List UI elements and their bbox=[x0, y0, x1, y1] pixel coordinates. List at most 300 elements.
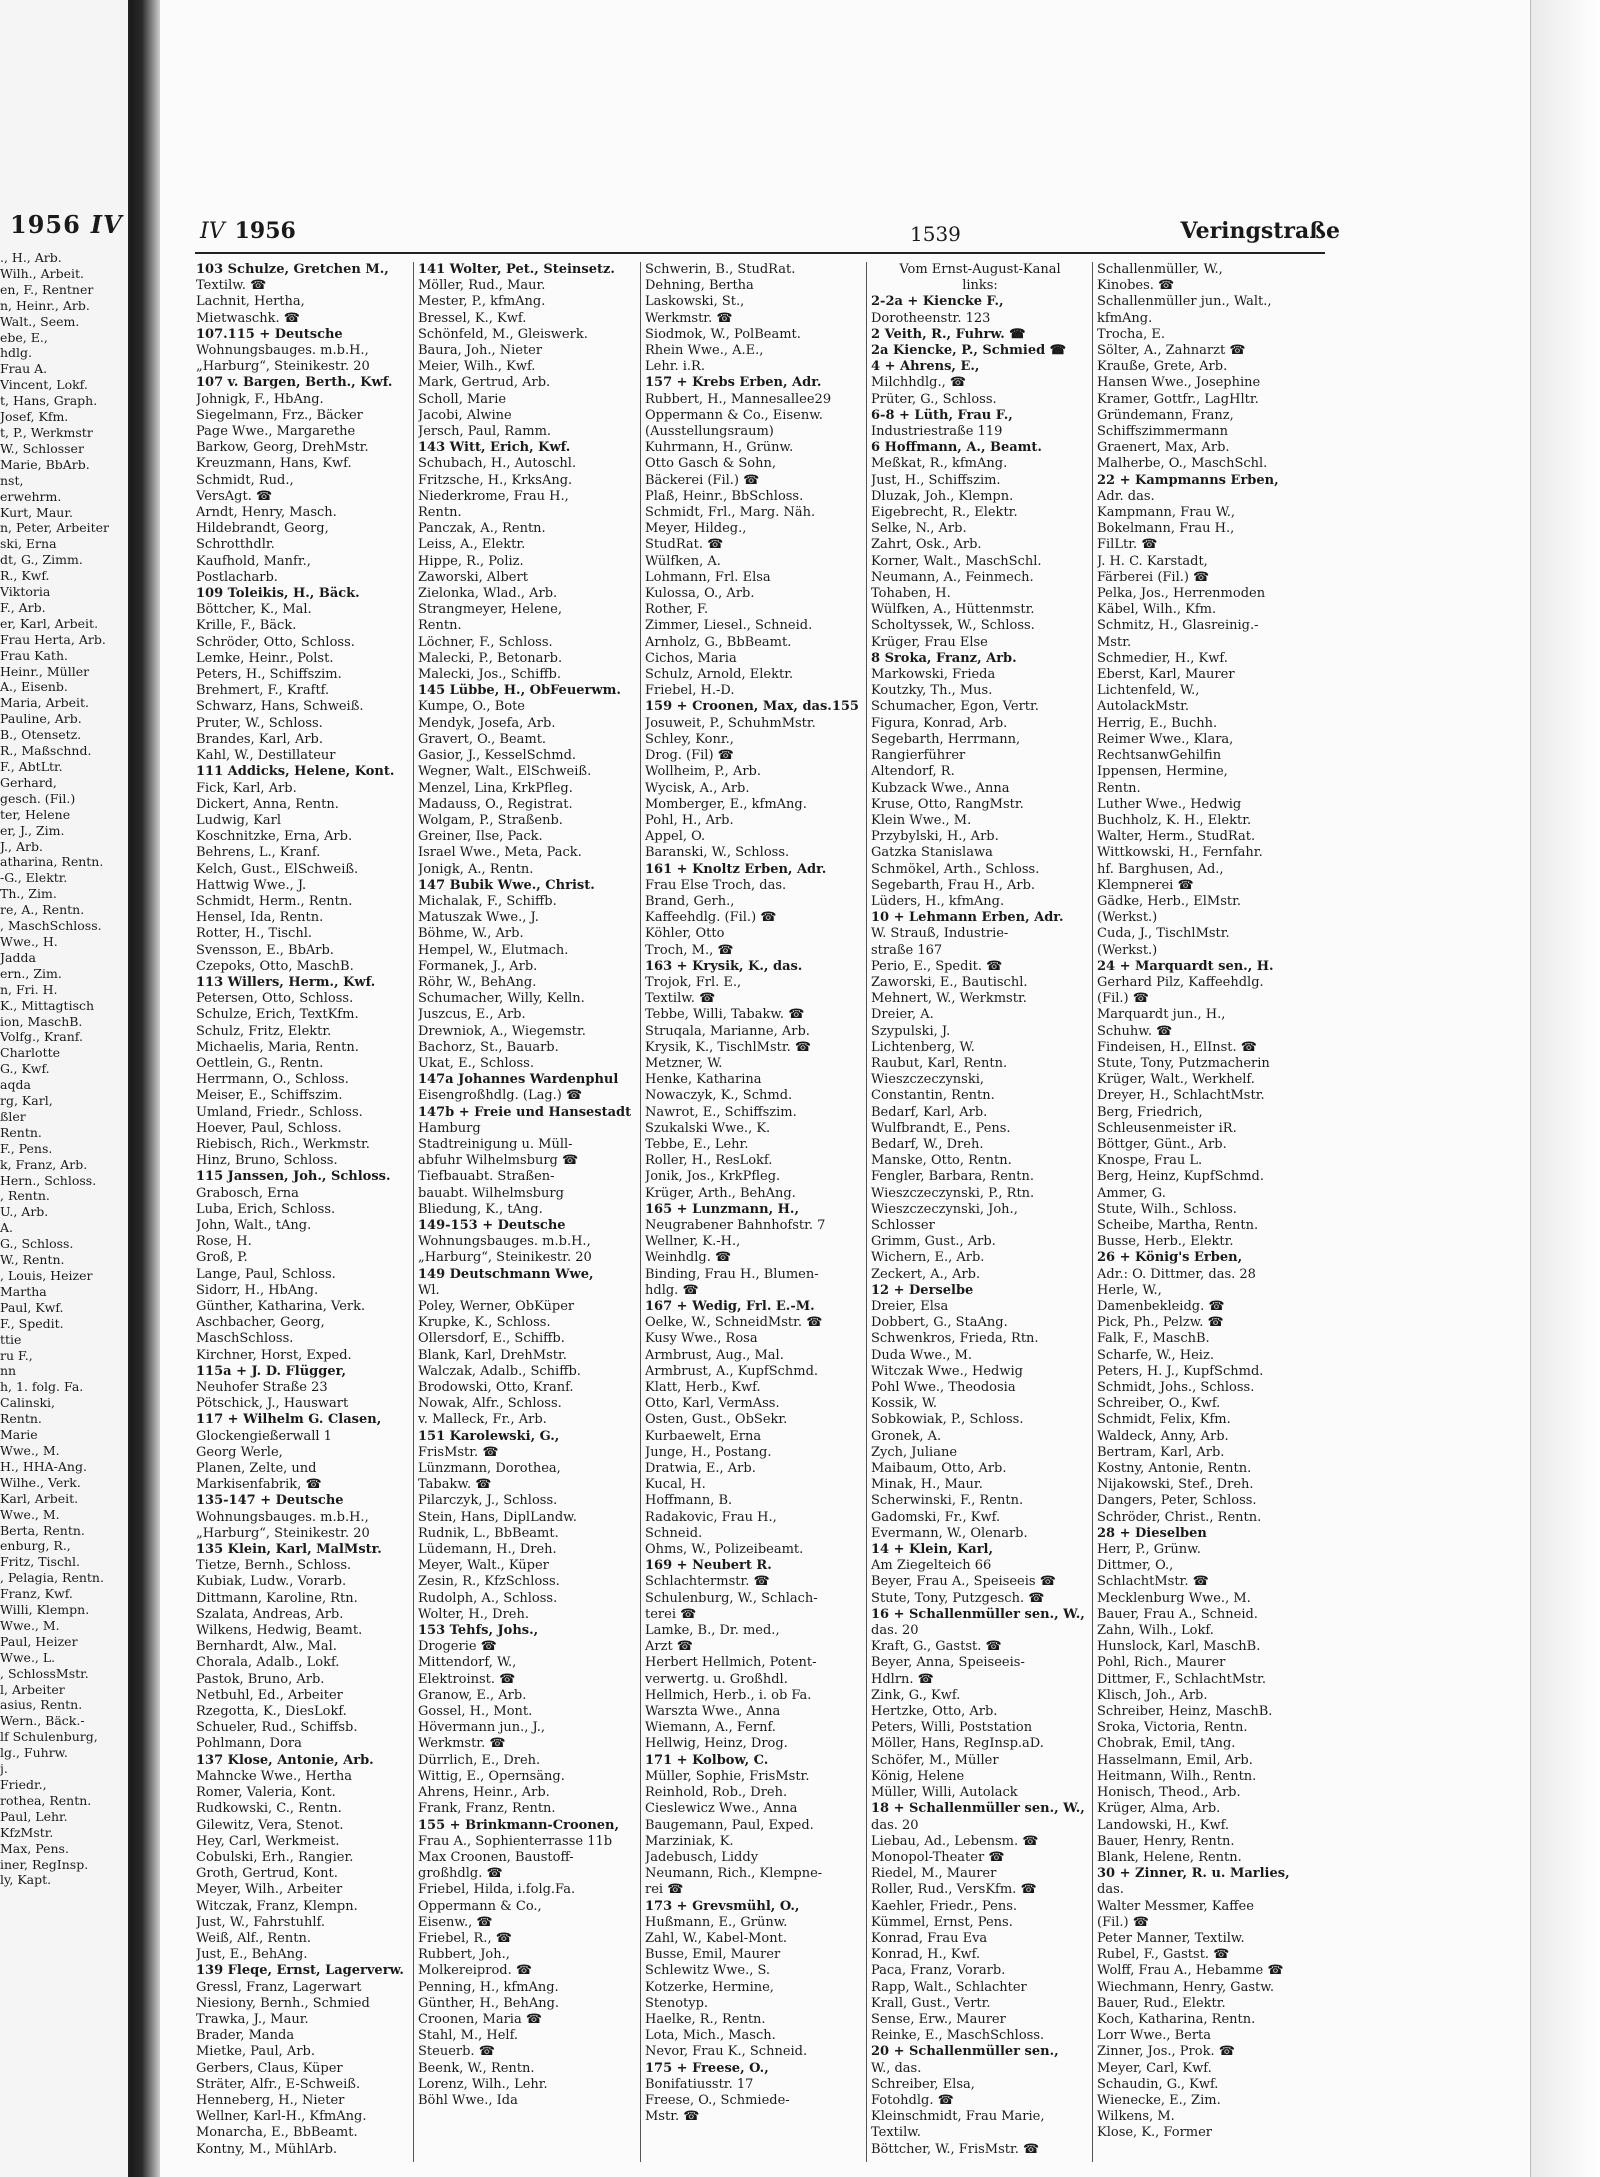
column-5 bbox=[1097, 262, 1325, 2142]
previous-page-line: Viktoria bbox=[0, 584, 51, 600]
directory-entry: Armbrust, Aug., Mal. bbox=[645, 1347, 784, 1363]
previous-page-line: atharina, Rentn. bbox=[0, 854, 104, 870]
directory-entry: 28 + Dieselben bbox=[1097, 1525, 1207, 1541]
previous-page-header: 1956 IV bbox=[10, 210, 123, 239]
directory-entry: Meyer, Wilh., Arbeiter bbox=[196, 1882, 343, 1898]
directory-entry: Rudkowski, C., Rentn. bbox=[196, 1801, 342, 1817]
directory-entry: 24 + Marquardt sen., H. bbox=[1097, 958, 1274, 974]
previous-page-line: Franz, Kwf. bbox=[0, 1586, 73, 1602]
previous-page-line: Martha bbox=[0, 1283, 47, 1299]
directory-entry: 2a Kiencke, P., Schmied ☎ bbox=[871, 343, 1066, 359]
directory-entry: Textilw. bbox=[871, 2125, 921, 2141]
directory-entry: Molkereiprod. ☎ bbox=[418, 1963, 533, 1979]
directory-entry: Baura, Joh., Nieter bbox=[418, 343, 543, 359]
directory-entry: Schmidt, Herm., Rentn. bbox=[196, 893, 353, 909]
directory-entry: Hdlrn. ☎ bbox=[871, 1671, 934, 1687]
directory-entry: Radakovic, Frau H., bbox=[645, 1509, 777, 1525]
directory-entry: Neugrabener Bahnhofstr. 7 bbox=[645, 1217, 826, 1233]
directory-entry: Pastok, Bruno, Arb. bbox=[196, 1671, 325, 1687]
directory-entry: (Fil.) ☎ bbox=[1097, 991, 1149, 1007]
directory-entry: Klisch, Joh., Arb. bbox=[1097, 1687, 1208, 1703]
directory-entry: Wohnungsbauges. m.b.H., bbox=[196, 343, 369, 359]
directory-entry: Rubbert, Joh., bbox=[418, 1947, 510, 1963]
directory-entry: Pelka, Jos., Herrenmoden bbox=[1097, 586, 1266, 602]
directory-entry: Walter Messmer, Kaffee bbox=[1097, 1898, 1254, 1914]
directory-entry: Dittmer, F., SchlachtMstr. bbox=[1097, 1671, 1266, 1687]
directory-entry: Lichtenberg, W. bbox=[871, 1039, 975, 1055]
directory-entry: Brand, Gerh., bbox=[645, 893, 735, 909]
directory-entry: Ludwig, Karl bbox=[196, 812, 282, 828]
directory-entry: Gilewitz, Vera, Stenot. bbox=[196, 1817, 344, 1833]
directory-entry: Kucal, H. bbox=[645, 1477, 706, 1493]
directory-entry: Schneid. bbox=[645, 1525, 703, 1541]
directory-entry: Bressel, K., Kwf. bbox=[418, 310, 527, 326]
directory-entry: links: bbox=[962, 278, 998, 294]
directory-entry: Zych, Juliane bbox=[871, 1444, 958, 1460]
directory-entry: 155 + Brinkmann-Croonen, bbox=[418, 1817, 620, 1833]
directory-entry: Sträter, Alfr., E-Schweiß. bbox=[196, 2076, 361, 2092]
directory-entry: Trawka, J., Maur. bbox=[196, 2011, 309, 2027]
directory-entry: Möller, Hans, RegInsp.aD. bbox=[871, 1736, 1044, 1752]
directory-entry: Marziniak, K. bbox=[645, 1833, 734, 1849]
directory-entry: Rangierführer bbox=[871, 748, 966, 764]
directory-entry: rei ☎ bbox=[645, 1882, 684, 1898]
column-divider bbox=[1092, 262, 1093, 2162]
directory-entry: Oettlein, G., Rentn. bbox=[196, 1055, 324, 1071]
previous-page-line: ski, Erna bbox=[0, 536, 57, 552]
directory-entry: Dehning, Bertha bbox=[645, 278, 754, 294]
previous-page-line: , Louis, Heizer bbox=[0, 1268, 93, 1283]
directory-entry: Falk, F., MaschB. bbox=[1097, 1331, 1210, 1347]
directory-entry: Ammer, G. bbox=[1097, 1185, 1166, 1201]
directory-entry: Rother, F. bbox=[645, 602, 709, 618]
directory-entry: Wittkowski, H., Fernfahr. bbox=[1097, 845, 1263, 861]
directory-entry: Meßkat, R., kfmAng. bbox=[871, 456, 1008, 472]
directory-entry: Krauße, Grete, Arb. bbox=[1097, 359, 1228, 375]
previous-page-line: iner, RegInsp. bbox=[0, 1856, 89, 1872]
directory-entry: Rentn. bbox=[418, 618, 462, 634]
previous-page-line: A. bbox=[0, 1220, 14, 1236]
directory-entry: Malecki, Jos., Schiffb. bbox=[418, 667, 562, 683]
directory-entry: Svensson, E., BbArb. bbox=[196, 942, 334, 958]
header-rule bbox=[195, 252, 1325, 254]
directory-entry: Friebel, H.-D. bbox=[645, 683, 735, 699]
directory-entry: Zielonka, Wlad., Arb. bbox=[418, 586, 558, 602]
directory-entry: Hoffmann, B. bbox=[645, 1493, 733, 1509]
directory-entry: Poley, Werner, ObKüper bbox=[418, 1299, 575, 1314]
previous-page-line: , Rentn. bbox=[0, 1188, 50, 1204]
directory-entry: 18 + Schallenmüller sen., W., bbox=[871, 1801, 1085, 1817]
directory-entry: Werkmstr. ☎ bbox=[418, 1736, 506, 1752]
directory-entry: Schuhw. ☎ bbox=[1097, 1023, 1173, 1039]
directory-entry: Wiechmann, Henry, Gastw. bbox=[1097, 1979, 1274, 1995]
directory-entry: Knospe, Frau L. bbox=[1097, 1153, 1203, 1169]
directory-entry: Mester, P., kfmAng. bbox=[418, 294, 546, 310]
directory-entry: Schumacher, Willy, Kelln. bbox=[418, 991, 585, 1007]
previous-page-line: Wilh., Arbeit. bbox=[0, 265, 84, 281]
directory-entry: Findeisen, H., ElInst. ☎ bbox=[1097, 1039, 1257, 1055]
directory-entry: 115 Janssen, Joh., Schloss. bbox=[196, 1169, 391, 1185]
directory-entry: Berg, Heinz, KupfSchmd. bbox=[1097, 1169, 1264, 1185]
directory-entry: Pohl, H., Arb. bbox=[645, 812, 734, 828]
directory-entry: Korner, Walt., MaschSchl. bbox=[871, 553, 1042, 569]
directory-entry: Chobrak, Emil, tAng. bbox=[1097, 1736, 1236, 1752]
directory-entry: Jonigk, A., Rentn. bbox=[418, 861, 534, 877]
previous-page-line: Marie, BbArb. bbox=[0, 456, 90, 472]
directory-entry: hdlg. ☎ bbox=[645, 1282, 699, 1298]
directory-entry: 113 Willers, Herm., Kwf. bbox=[196, 974, 376, 990]
directory-entry: Dürrlich, E., Dreh. bbox=[418, 1752, 541, 1768]
directory-entry: Kubiak, Ludw., Vorarb. bbox=[196, 1574, 347, 1590]
directory-entry: verwertg. u. Großhdl. bbox=[645, 1671, 788, 1687]
previous-page-line: Paul, Kwf. bbox=[0, 1299, 64, 1315]
directory-entry: Fick, Karl, Arb. bbox=[196, 780, 297, 796]
directory-entry: Mstr. bbox=[1097, 634, 1132, 650]
directory-entry: Kaehler, Friedr., Pens. bbox=[871, 1898, 1018, 1914]
directory-entry: Elektroinst. ☎ bbox=[418, 1671, 516, 1687]
directory-entry: Kirchner, Horst, Exped. bbox=[196, 1347, 352, 1363]
directory-entry: Segebarth, Herrmann, bbox=[871, 731, 1021, 747]
directory-entry: Schmidt, Johs., Schloss. bbox=[1097, 1380, 1255, 1396]
directory-entry: Rentn. bbox=[418, 505, 462, 521]
directory-entry: Koch, Katharina, Rentn. bbox=[1097, 2011, 1256, 2027]
directory-entry: Matuszak Wwe., J. bbox=[418, 910, 539, 926]
directory-entry: Röhr, W., BehAng. bbox=[418, 974, 537, 990]
directory-entry: Blank, Helene, Rentn. bbox=[1097, 1849, 1242, 1865]
directory-entry: Segebarth, Frau H., Arb. bbox=[871, 877, 1036, 893]
directory-entry: Stute, Tony, Putzmacherin bbox=[1097, 1055, 1270, 1071]
previous-page-line: erwehrm. bbox=[0, 488, 62, 504]
directory-entry: Peters, H. J., KupfSchmd. bbox=[1097, 1363, 1264, 1379]
previous-page-line: R., Kwf. bbox=[0, 568, 50, 584]
directory-entry: Konrad, H., Kwf. bbox=[871, 1947, 981, 1963]
directory-entry: Meyer, Walt., Küper bbox=[418, 1558, 549, 1574]
directory-entry: Nevor, Frau K., Schneid. bbox=[645, 2044, 808, 2060]
directory-entry: Günther, Katharina, Verk. bbox=[196, 1299, 366, 1314]
directory-entry: Weiß, Alf., Rentn. bbox=[196, 1930, 311, 1946]
directory-entry: Bokelmann, Frau H., bbox=[1097, 521, 1235, 537]
directory-entry: Wiemann, A., Fernf. bbox=[645, 1720, 776, 1736]
previous-page-line: Karl, Arbeit. bbox=[0, 1490, 79, 1506]
directory-entry: Wycisk, A., Arb. bbox=[645, 780, 750, 796]
previous-page-line: h, 1. folg. Fa. bbox=[0, 1379, 84, 1395]
previous-page-line: Frau Herta, Arb. bbox=[0, 631, 106, 647]
directory-entry: Pohl, Rich., Maurer bbox=[1097, 1655, 1226, 1671]
previous-page-line: K., Mittagtisch bbox=[0, 997, 95, 1013]
previous-page-line: l, Arbeiter bbox=[0, 1681, 65, 1697]
directory-entry: Monopol-Theater ☎ bbox=[871, 1849, 1005, 1865]
directory-entry: Wilkens, M. bbox=[1097, 2109, 1175, 2125]
directory-entry: Chorala, Adalb., Lokf. bbox=[196, 1655, 340, 1671]
directory-entry: Nowaczyk, K., Schmd. bbox=[645, 1088, 793, 1104]
directory-entry: 149 Deutschmann Wwe, bbox=[418, 1266, 594, 1282]
directory-entry: Just, W., Fahrstuhlf. bbox=[196, 1914, 325, 1930]
previous-page-line: Wwe., H. bbox=[0, 933, 58, 949]
directory-entry: Pohlmann, Dora bbox=[196, 1736, 302, 1752]
column-1 bbox=[196, 262, 411, 2158]
previous-page-line: ., H., Arb. bbox=[0, 250, 62, 265]
directory-entry: Baugemann, Paul, Exped. bbox=[645, 1817, 814, 1833]
directory-entry: Madauss, O., Registrat. bbox=[418, 796, 573, 812]
directory-entry: Rubel, F., Gastst. ☎ bbox=[1097, 1947, 1230, 1963]
directory-entry: Mahncke Wwe., Hertha bbox=[196, 1768, 352, 1784]
directory-entry: Schönfeld, M., Gleiswerk. bbox=[418, 326, 588, 342]
directory-entry: Johnigk, F., HbAng. bbox=[196, 391, 324, 407]
directory-entry: Drog. (Fil) ☎ bbox=[645, 748, 734, 764]
directory-entry: Bonifatiusstr. 17 bbox=[645, 2076, 754, 2092]
directory-entry: Altendorf, R. bbox=[871, 764, 955, 780]
directory-entry: Cichos, Maria bbox=[645, 650, 737, 666]
directory-entry: Neumann, Rich., Klempne- bbox=[645, 1866, 823, 1882]
directory-entry: Hoever, Paul, Schloss. bbox=[196, 1120, 342, 1136]
directory-entry: Hildebrandt, Georg, bbox=[196, 521, 329, 537]
directory-entry: Schumacher, Egon, Vertr. bbox=[871, 699, 1039, 715]
previous-page-line: ion, MaschB. bbox=[0, 1013, 83, 1029]
directory-entry: Szalata, Andreas, Arb. bbox=[196, 1606, 344, 1622]
directory-entry: Landowski, H., Kwf. bbox=[1097, 1817, 1230, 1833]
directory-entry: Kaufhold, Manfr., bbox=[196, 553, 311, 569]
directory-entry: Mendyk, Josefa, Arb. bbox=[418, 715, 556, 731]
directory-entry: Hunslock, Karl, MaschB. bbox=[1097, 1639, 1261, 1655]
directory-entry: Hamburg bbox=[418, 1120, 481, 1136]
street-title: Veringstraße bbox=[1180, 218, 1340, 244]
directory-entry: Wolgam, P., Straßenb. bbox=[418, 812, 563, 828]
directory-entry: Oppermann & Co., bbox=[418, 1898, 542, 1914]
directory-entry: Gadomski, Fr., Kwf. bbox=[871, 1509, 1001, 1525]
directory-entry: Lehr. i.R. bbox=[645, 359, 705, 375]
directory-entry: 167 + Wedig, Frl. E.-M. bbox=[645, 1299, 815, 1314]
directory-entry: 16 + Schallenmüller sen., W., bbox=[871, 1606, 1085, 1622]
directory-entry: 147a Johannes Wardenphul bbox=[418, 1072, 619, 1088]
directory-entry: Cobulski, Erh., Rangier. bbox=[196, 1849, 354, 1865]
directory-entry: Bachorz, St., Bauarb. bbox=[418, 1039, 559, 1055]
directory-entry: Zeckert, A., Arb. bbox=[871, 1266, 981, 1282]
directory-entry: Färberei (Fil.) ☎ bbox=[1097, 569, 1210, 585]
previous-page-line: Heinr., Müller bbox=[0, 663, 90, 679]
directory-entry: Krall, Gust., Vertr. bbox=[871, 1995, 991, 2011]
directory-entry: Wittig, E., Opernsäng. bbox=[418, 1768, 565, 1784]
directory-entry: Rudnik, L., BbBeamt. bbox=[418, 1525, 559, 1541]
directory-entry: Wolter, H., Dreh. bbox=[418, 1606, 530, 1622]
directory-entry: RechtsanwGehilfin bbox=[1097, 748, 1222, 764]
directory-entry: Stadtreinigung u. Müll- bbox=[418, 1136, 573, 1152]
directory-entry: Kampmann, Frau W., bbox=[1097, 505, 1236, 521]
previous-page-line: F., Arb. bbox=[0, 599, 46, 615]
directory-entry: Schmidt, Felix, Kfm. bbox=[1097, 1412, 1231, 1428]
directory-entry: Sroka, Victoria, Rentn. bbox=[1097, 1720, 1248, 1736]
directory-entry: Hövermann jun., J., bbox=[418, 1720, 546, 1736]
previous-page-line: er, Karl, Arbeit. bbox=[0, 615, 99, 631]
directory-entry: Otto Gasch & Sohn, bbox=[645, 456, 776, 472]
directory-entry: Zimmer, Liesel., Schneid. bbox=[645, 618, 813, 634]
directory-entry: Lüdemann, H., Dreh. bbox=[418, 1542, 557, 1558]
directory-entry: Beyer, Anna, Speiseeis- bbox=[871, 1655, 1025, 1671]
directory-entry: Scherwinski, F., Rentn. bbox=[871, 1493, 1024, 1509]
directory-entry: Kinobes. ☎ bbox=[1097, 278, 1175, 294]
directory-entry: Kumpe, O., Bote bbox=[418, 699, 525, 715]
previous-page-line: Volfg., Kranf. bbox=[0, 1029, 83, 1045]
directory-entry: „Harburg“, Steinikestr. 20 bbox=[418, 1250, 592, 1266]
previous-page-line: Calinski, bbox=[0, 1395, 56, 1411]
directory-entry: John, Walt., tAng. bbox=[196, 1217, 312, 1233]
directory-entry: Gatzka Stanislawa bbox=[871, 845, 993, 861]
directory-entry: Schulz, Fritz, Elektr. bbox=[196, 1023, 332, 1039]
directory-entry: Momberger, E., kfmAng. bbox=[645, 796, 807, 812]
directory-entry: Kotzerke, Hermine, bbox=[645, 1979, 774, 1995]
directory-entry: Minak, H., Maur. bbox=[871, 1477, 983, 1493]
previous-page-line: j. bbox=[0, 1761, 8, 1777]
directory-entry: Hellmich, Herb., i. ob Fa. bbox=[645, 1687, 812, 1703]
directory-entry: Fritzsche, H., KrksAng. bbox=[418, 472, 573, 488]
directory-entry: Dangers, Peter, Schloss. bbox=[1097, 1493, 1257, 1509]
directory-entry: Scharfe, W., Heiz. bbox=[1097, 1347, 1214, 1363]
directory-entry: Schley, Konr., bbox=[645, 731, 734, 747]
directory-entry: Kleinschmidt, Frau Marie, bbox=[871, 2109, 1045, 2125]
directory-entry: Busse, Herb., Elektr. bbox=[1097, 1234, 1234, 1250]
directory-entry: Greiner, Ilse, Pack. bbox=[418, 829, 543, 845]
previous-page-line: , MaschSchloss. bbox=[0, 918, 102, 934]
directory-entry: Figura, Konrad, Arb. bbox=[871, 715, 1008, 731]
directory-entry: Tietze, Bernh., Schloss. bbox=[196, 1558, 352, 1574]
directory-entry: Struqala, Marianne, Arb. bbox=[645, 1023, 810, 1039]
previous-page-line: Charlotte bbox=[0, 1045, 61, 1061]
previous-page-line: Paul, Lehr. bbox=[0, 1808, 68, 1824]
directory-entry: 145 Lübbe, H., ObFeuerwm. bbox=[418, 683, 621, 699]
directory-entry: 22 + Kampmanns Erben, bbox=[1097, 472, 1279, 488]
directory-entry: Pick, Ph., Pelzw. ☎ bbox=[1097, 1315, 1224, 1331]
directory-entry: Luba, Erich, Schloss. bbox=[196, 1201, 336, 1217]
directory-entry: Sense, Erw., Maurer bbox=[871, 2011, 1006, 2027]
directory-entry: 147 Bubik Wwe., Christ. bbox=[418, 877, 595, 893]
directory-entry: Meyer, Hildeg., bbox=[645, 521, 747, 537]
directory-entry: Mstr. ☎ bbox=[645, 2109, 700, 2125]
directory-entry: Herle, W., bbox=[1097, 1282, 1162, 1298]
directory-entry: das. 20 bbox=[871, 1623, 919, 1639]
directory-entry: Postlacharb. bbox=[196, 569, 278, 585]
previous-page-line: W., Schlosser bbox=[0, 440, 84, 456]
directory-entry: Behrens, L., Kranf. bbox=[196, 845, 321, 861]
directory-entry: Ollersdorf, E., Schiffb. bbox=[418, 1331, 565, 1347]
directory-entry: Tebbe, Willi, Tabakw. ☎ bbox=[645, 1007, 805, 1023]
previous-page-line: rg, Karl, bbox=[0, 1093, 53, 1109]
directory-entry: Schmedier, H., Kwf. bbox=[1097, 650, 1228, 666]
previous-page-line: dt, G., Zimm. bbox=[0, 552, 83, 568]
column-2 bbox=[418, 262, 638, 2109]
directory-entry: 161 + Knoltz Erben, Adr. bbox=[645, 861, 827, 877]
directory-entry: Schrotthdlr. bbox=[196, 537, 275, 553]
directory-entry: Warszta Wwe., Anna bbox=[645, 1704, 781, 1720]
previous-page-line: , SchlossMstr. bbox=[0, 1665, 89, 1681]
directory-entry: Otto, Karl, VermAss. bbox=[645, 1396, 780, 1412]
directory-entry: Grabosch, Erna bbox=[196, 1185, 299, 1201]
directory-entry: Tohaben, H. bbox=[871, 586, 951, 602]
directory-entry: Penning, H., kfmAng. bbox=[418, 1979, 559, 1995]
directory-entry: Wieszczeczynski, P., Rtn. bbox=[871, 1185, 1035, 1201]
previous-page-line: J., Arb. bbox=[0, 838, 43, 854]
directory-entry: Prüter, G., Schloss. bbox=[871, 391, 997, 407]
directory-entry: Lorr Wwe., Berta bbox=[1097, 2028, 1212, 2044]
directory-entry: Wohnungsbauges. m.b.H., bbox=[418, 1234, 591, 1250]
directory-entry: Szypulski, J. bbox=[871, 1023, 951, 1039]
previous-page-line: er, J., Zim. bbox=[0, 822, 65, 838]
directory-entry: Romer, Valeria, Kont. bbox=[196, 1785, 336, 1801]
directory-entry: Schmidt, Rud., bbox=[196, 472, 294, 488]
directory-entry: Monarcha, E., BbBeamt. bbox=[196, 2125, 358, 2141]
directory-entry: Tebbe, E., Lehr. bbox=[645, 1136, 749, 1152]
previous-page-line: R., Maßschnd. bbox=[0, 743, 92, 759]
directory-entry: Wülfken, A., Hüttenmstr. bbox=[871, 602, 1035, 618]
directory-entry: Zaworski, Albert bbox=[418, 569, 528, 585]
directory-entry: Herbert Hellmich, Potent- bbox=[645, 1655, 817, 1671]
directory-entry: Wellner, K.-H., bbox=[645, 1234, 741, 1250]
previous-page-line: n, Fri. H. bbox=[0, 981, 58, 997]
directory-entry: Georg Werle, bbox=[196, 1444, 283, 1460]
directory-entry: Wl. bbox=[418, 1282, 440, 1298]
directory-entry: Koschnitzke, Erna, Arb. bbox=[196, 829, 353, 845]
directory-entry: Plaß, Heinr., BbSchloss. bbox=[645, 488, 804, 504]
book-gutter bbox=[130, 0, 160, 2177]
directory-entry: Friebel, R., ☎ bbox=[418, 1930, 512, 1946]
directory-entry: Markowski, Frieda bbox=[871, 667, 996, 683]
directory-entry: Siodmok, W., PolBeamt. bbox=[645, 326, 801, 342]
previous-page-line: ru F., bbox=[0, 1347, 33, 1363]
directory-entry: Schallenmüller, W., bbox=[1097, 262, 1223, 277]
directory-entry: Schröder, Christ., Rentn. bbox=[1097, 1509, 1262, 1525]
directory-entry: Reinke, E., MaschSchloss. bbox=[871, 2028, 1045, 2044]
previous-page-line: ter, Helene bbox=[0, 806, 71, 822]
previous-page-line: Wwe., L. bbox=[0, 1649, 56, 1665]
directory-entry: Steuerb. ☎ bbox=[418, 2044, 495, 2060]
directory-entry: Menzel, Lina, KrkPfleg. bbox=[418, 780, 573, 796]
directory-entry: Troch, M., ☎ bbox=[645, 942, 734, 958]
previous-page-line: re, A., Rentn. bbox=[0, 902, 85, 918]
directory-entry: Wilkens, Hedwig, Beamt. bbox=[196, 1623, 363, 1639]
directory-entry: (Werkst.) bbox=[1097, 942, 1158, 958]
directory-entry: W. Strauß, Industrie- bbox=[871, 926, 1009, 942]
directory-entry: Wichern, E., Arb. bbox=[871, 1250, 985, 1266]
directory-entry: Zahn, Wilh., Lokf. bbox=[1097, 1623, 1214, 1639]
directory-entry: Beenk, W., Rentn. bbox=[418, 2060, 535, 2076]
directory-entry: Friebel, Hilda, i.folg.Fa. bbox=[418, 1882, 576, 1898]
directory-entry: 153 Tehfs, Johs., bbox=[418, 1623, 539, 1639]
directory-entry: Just, H., Schiffszim. bbox=[871, 472, 1001, 488]
directory-entry: Walter, Herm., StudRat. bbox=[1097, 829, 1256, 845]
directory-entry: Gerhard Pilz, Kaffeehdlg. bbox=[1097, 974, 1264, 990]
directory-entry: v. Malleck, Fr., Arb. bbox=[418, 1412, 547, 1428]
directory-entry: Wegner, Walt., ElSchweiß. bbox=[418, 764, 592, 780]
previous-page-line: Paul, Heizer bbox=[0, 1633, 78, 1649]
directory-entry: Hasselmann, Emil, Arb. bbox=[1097, 1752, 1253, 1768]
previous-page-line: W., Rentn. bbox=[0, 1252, 65, 1268]
directory-entry: 117 + Wilhelm G. Clasen, bbox=[196, 1412, 382, 1428]
column-3 bbox=[645, 262, 863, 2125]
directory-entry: bauabt. Wilhelmsburg bbox=[418, 1185, 564, 1201]
directory-entry: 139 Fleqe, Ernst, Lagerverw. bbox=[196, 1963, 404, 1979]
directory-entry: Schleusenmeister iR. bbox=[1097, 1120, 1237, 1136]
directory-entry: 109 Toleikis, H., Bäck. bbox=[196, 586, 360, 602]
directory-entry: Netbuhl, Ed., Arbeiter bbox=[196, 1687, 343, 1703]
directory-entry: Mittendorf, W., bbox=[418, 1655, 517, 1671]
directory-entry: Nawrot, E., Schiffszim. bbox=[645, 1104, 797, 1120]
directory-entry: Grimm, Gust., Arb. bbox=[871, 1234, 996, 1250]
previous-page-line: F., Spedit. bbox=[0, 1315, 64, 1331]
directory-entry: Evermann, W., Olenarb. bbox=[871, 1525, 1028, 1541]
directory-entry: Scholtyssek, W., Schloss. bbox=[871, 618, 1035, 634]
previous-page-entries bbox=[0, 250, 125, 1888]
directory-entry: Petersen, Otto, Schloss. bbox=[196, 991, 354, 1007]
directory-entry: Hempel, W., Elutmach. bbox=[418, 942, 569, 958]
directory-entry: Witczak Wwe., Hedwig bbox=[871, 1363, 1023, 1379]
